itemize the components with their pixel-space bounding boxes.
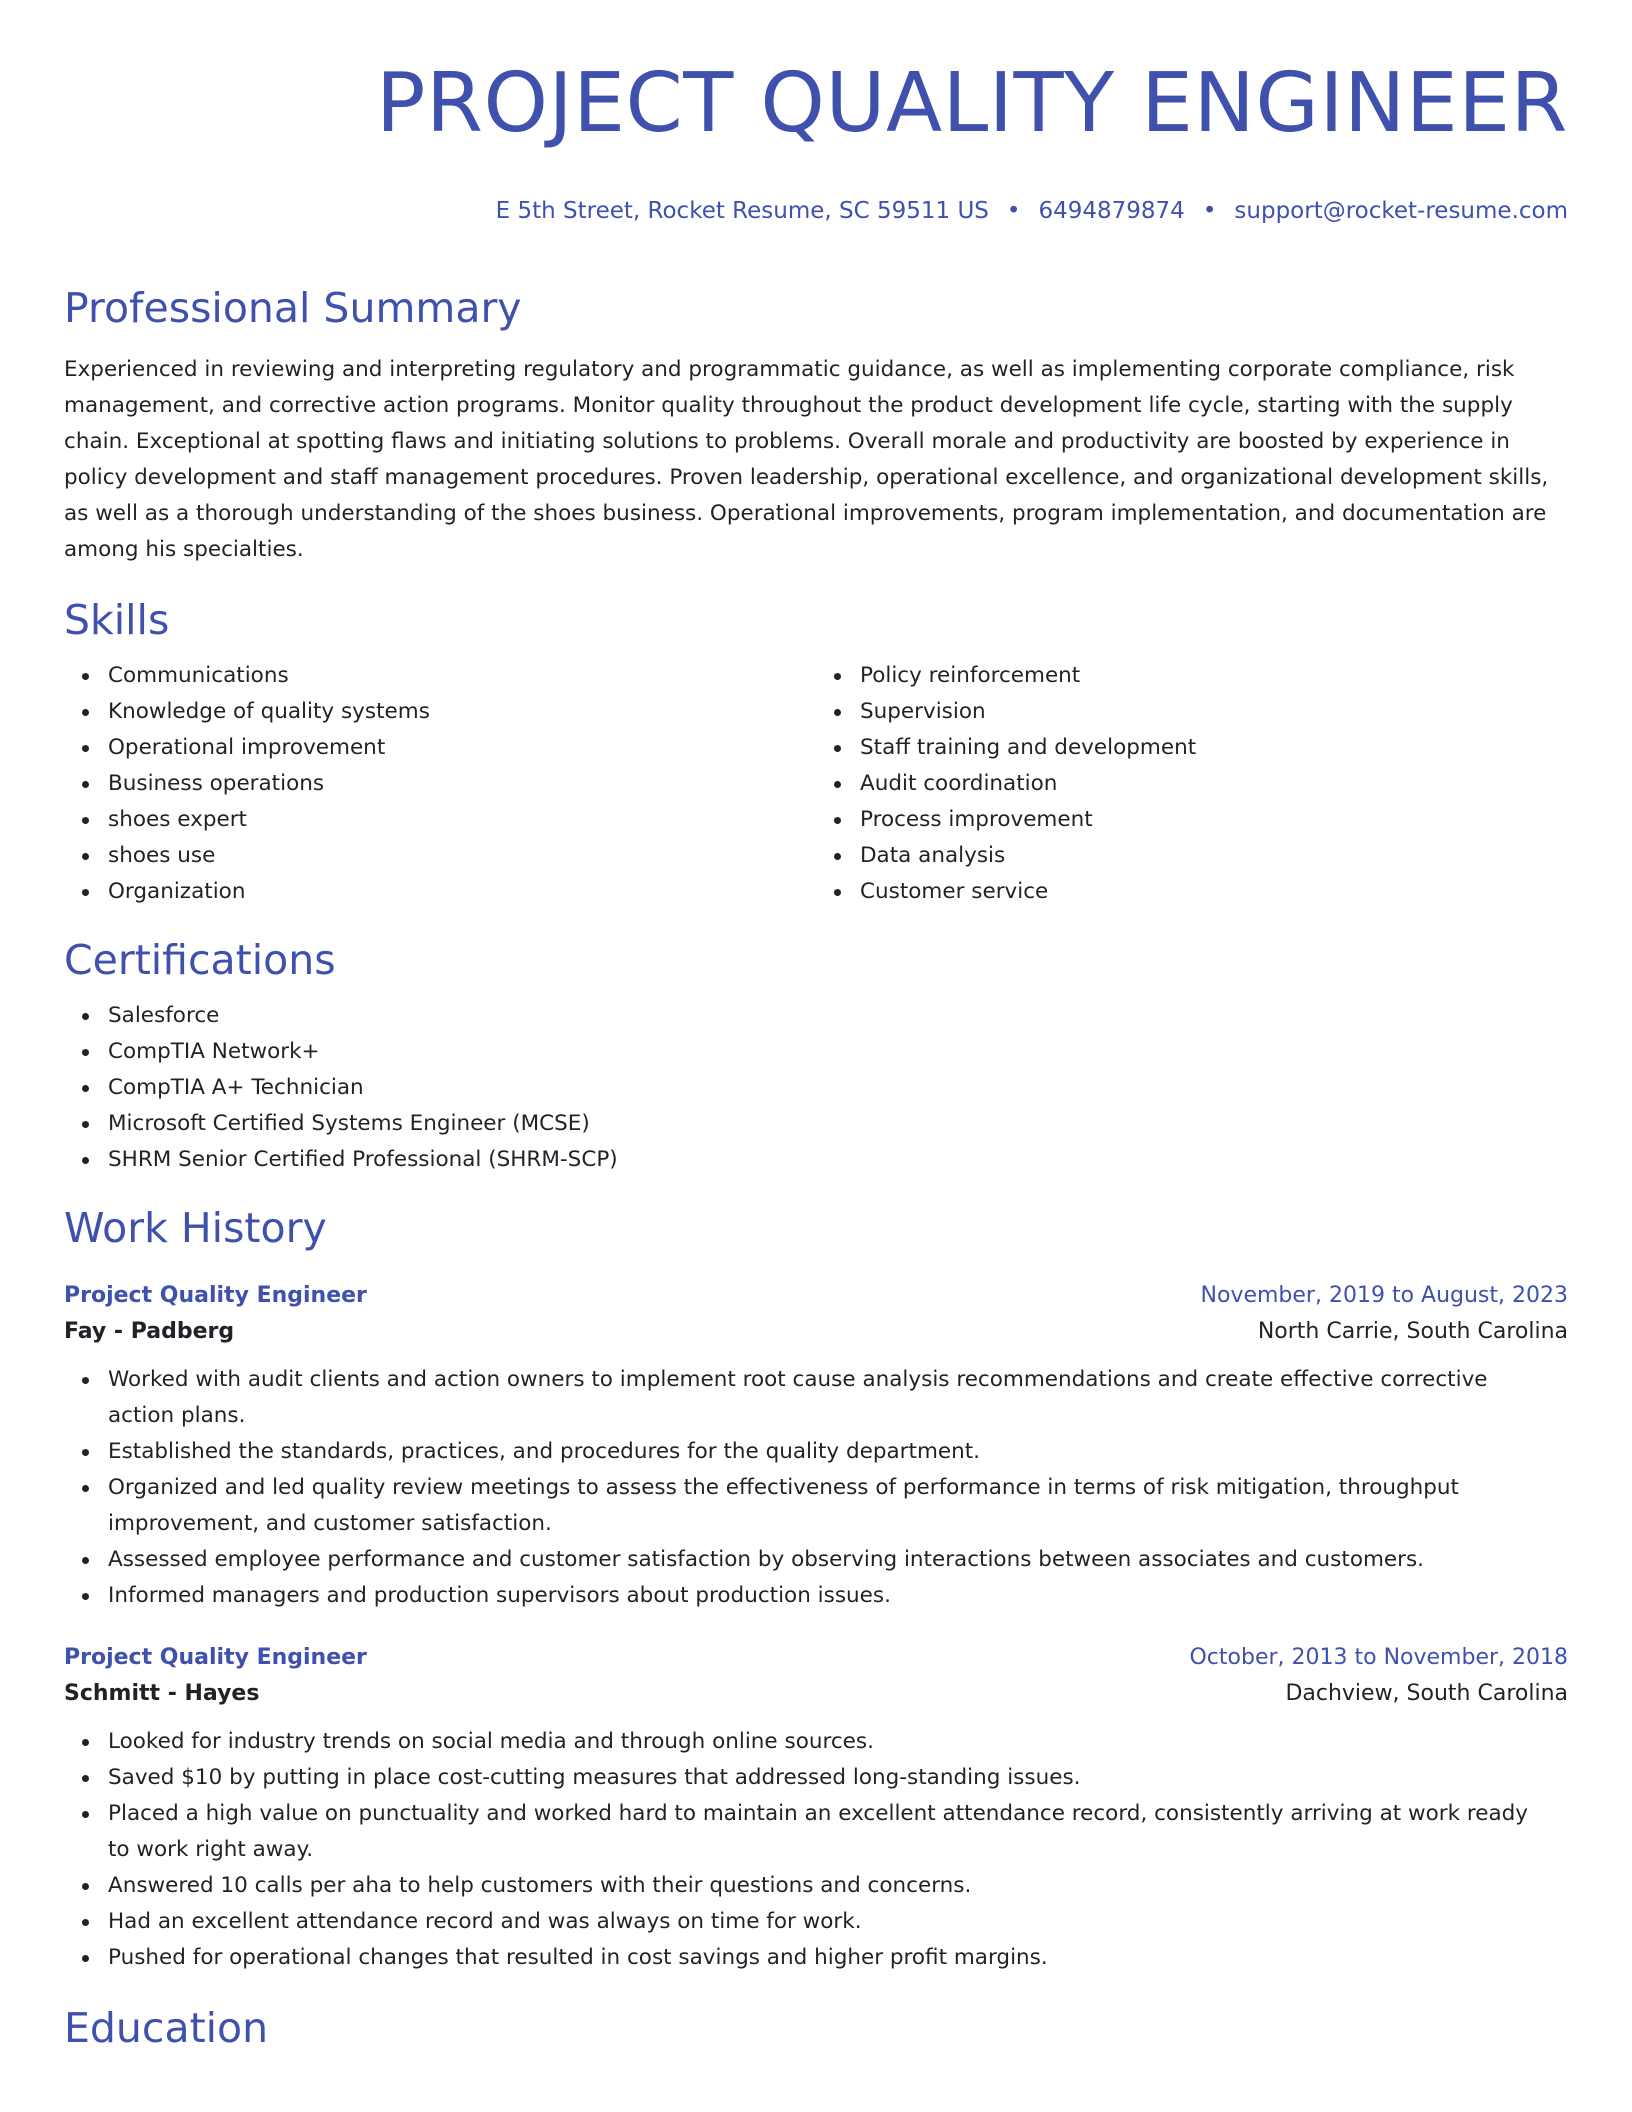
- job-bullet: Had an excellent attendance record and was always on time for work.: [108, 1904, 1568, 1940]
- job-company-row: [64, 1674, 1568, 1714]
- job-bullet: Placed a high value on punctuality and worked hard to maintain an excellent attendance record, consistently arriving at work ready to work right away.: [108, 1796, 1568, 1868]
- contact-email[interactable]: support@rocket-resume.com: [1234, 198, 1568, 224]
- job-location: North Carrie, South Carolina: [1257, 1319, 1568, 1344]
- job-location: Dachview, South Carolina: [1285, 1681, 1568, 1706]
- job-dates: October, 2013 to November, 2018: [1189, 1645, 1568, 1670]
- certifications-heading: Certifications: [64, 936, 336, 984]
- education-heading: Education: [64, 2004, 269, 2052]
- work-history-heading: Work History: [64, 1204, 327, 1252]
- skill-item: shoes expert: [108, 802, 816, 838]
- skill-item: Policy reinforcement: [860, 658, 1568, 694]
- contact-separator: •: [1006, 198, 1021, 224]
- job-bullet: Worked with audit clients and action owners to implement root cause analysis recommendations and create effective corrective action plans.: [108, 1362, 1568, 1434]
- contact-address: E 5th Street, Rocket Resume, SC 59511 US: [495, 198, 989, 224]
- skills-heading: Skills: [64, 596, 170, 644]
- certifications-list: [64, 998, 1568, 1178]
- job-bullet: Looked for industry trends on social media and through online sources.: [108, 1724, 1568, 1760]
- skill-item: Knowledge of quality systems: [108, 694, 816, 730]
- skills-list-right: [816, 658, 1568, 910]
- summary-text: Experienced in reviewing and interpreting regulatory and programmatic guidance, as well as implementing corporate compliance, risk management, and corrective action programs. Monitor quality throughout the product development life cycle, starting with the supply chain. Exceptional at spotting flaws and initiating solutions to problems. Overall morale and productivity are boosted by experience in policy development and staff management procedures. Proven leadership, operational excellence, and organizational development skills, as well as a thorough understanding of the shoes business. Operational improvements, program implementation, and documentation are among his specialties.: [64, 357, 1549, 562]
- job-bullet: Organized and led quality review meetings to assess the effectiveness of performance in terms of risk mitigation, throughput improvement, and customer satisfaction.: [108, 1470, 1568, 1542]
- certification-item: CompTIA A+ Technician: [108, 1070, 1568, 1106]
- skill-item: Supervision: [860, 694, 1568, 730]
- certification-item: SHRM Senior Certified Professional (SHRM-SCP): [108, 1142, 1568, 1178]
- job-bullet-list: [64, 1724, 1568, 1976]
- skill-item: Data analysis: [860, 838, 1568, 874]
- skill-item: Business operations: [108, 766, 816, 802]
- skill-item: Organization: [108, 874, 816, 910]
- skill-item: Communications: [108, 658, 816, 694]
- job-bullet: Assessed employee performance and customer satisfaction by observing interactions between associates and customers.: [108, 1542, 1568, 1578]
- job-company: Fay - Padberg: [64, 1319, 235, 1344]
- contact-phone: 6494879874: [1038, 198, 1185, 224]
- job-bullet-list: [64, 1362, 1568, 1614]
- job-entry: [64, 1642, 1568, 1976]
- job-bullet: Established the standards, practices, and procedures for the quality department.: [108, 1434, 1568, 1470]
- contact-line: [64, 196, 1568, 226]
- job-bullet: Answered 10 calls per aha to help customers with their questions and concerns.: [108, 1868, 1568, 1904]
- summary-heading: Professional Summary: [64, 284, 522, 332]
- job-company: Schmitt - Hayes: [64, 1681, 260, 1706]
- job-entry: [64, 1280, 1568, 1614]
- skill-item: Customer service: [860, 874, 1568, 910]
- job-bullet: Saved $10 by putting in place cost-cutting measures that addressed long-standing issues.: [108, 1760, 1568, 1796]
- skill-item: Staff training and development: [860, 730, 1568, 766]
- certification-item: CompTIA Network+: [108, 1034, 1568, 1070]
- job-company-row: [64, 1312, 1568, 1352]
- skill-item: shoes use: [108, 838, 816, 874]
- skills-list-left: [64, 658, 816, 910]
- resume-title: PROJECT QUALITY ENGINEER: [376, 56, 1568, 151]
- job-header-row: [64, 1280, 1568, 1312]
- job-role: Project Quality Engineer: [64, 1645, 367, 1670]
- skill-item: Operational improvement: [108, 730, 816, 766]
- skills-columns: [64, 658, 1568, 910]
- job-bullet: Pushed for operational changes that resulted in cost savings and higher profit margins.: [108, 1940, 1568, 1976]
- job-header-row: [64, 1642, 1568, 1674]
- job-bullet: Informed managers and production supervisors about production issues.: [108, 1578, 1568, 1614]
- skill-item: Audit coordination: [860, 766, 1568, 802]
- certification-item: Microsoft Certified Systems Engineer (MCSE): [108, 1106, 1568, 1142]
- skill-item: Process improvement: [860, 802, 1568, 838]
- certification-item: Salesforce: [108, 998, 1568, 1034]
- job-role: Project Quality Engineer: [64, 1283, 367, 1308]
- job-dates: November, 2019 to August, 2023: [1200, 1283, 1568, 1308]
- contact-separator: •: [1202, 198, 1217, 224]
